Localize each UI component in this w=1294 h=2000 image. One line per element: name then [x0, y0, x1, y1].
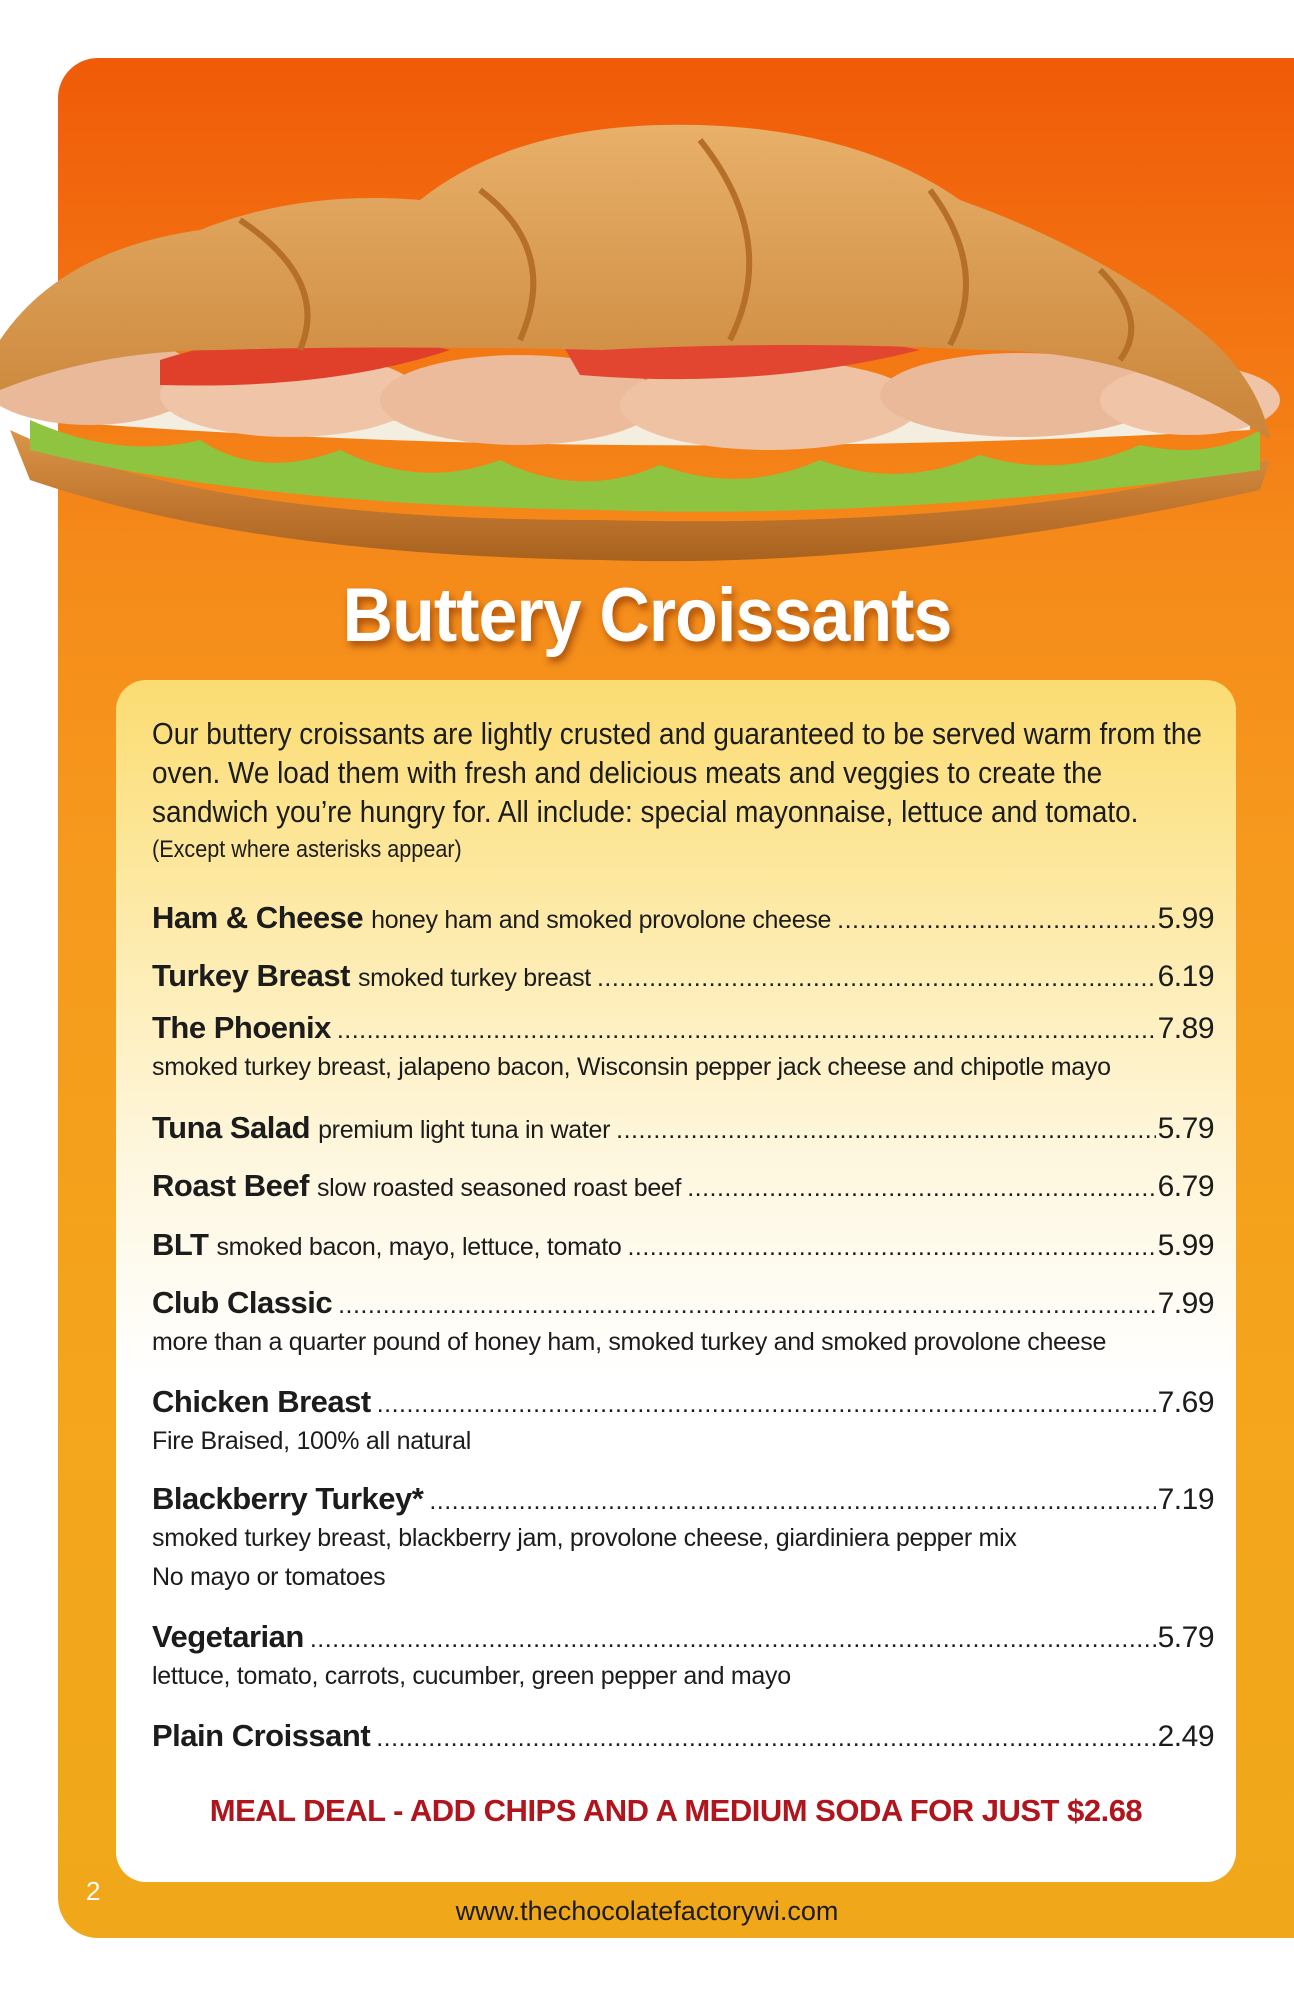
dot-leader: [837, 906, 1155, 935]
item-name: Blackberry Turkey*: [152, 1481, 424, 1516]
dot-leader: [338, 1291, 1156, 1320]
website-url[interactable]: www.thechocolatefactorywi.com: [455, 1896, 839, 1926]
item-name: Vegetarian: [152, 1619, 304, 1654]
item-description: lettuce, tomato, carrots, cucumber, green pepper and mayo: [152, 1662, 791, 1690]
item-price: 7.99: [1157, 1287, 1214, 1320]
dot-leader: [687, 1174, 1155, 1203]
menu-item: [152, 1010, 1214, 1087]
item-name: Plain Croissant: [152, 1718, 371, 1753]
intro-text: Our buttery croissants are lightly crusted and guaranteed to be served warm from the oven. We load them with fresh and delicious meats and veggies to create the sandwich you’re hungry for. All include: special mayonnaise, lettuce and tomato.: [152, 716, 1202, 829]
asterisk-note: (Except where asterisks appear): [152, 836, 462, 863]
item-price: 5.79: [1157, 1112, 1214, 1145]
item-price: 5.99: [1157, 902, 1214, 935]
item-price: 7.89: [1157, 1012, 1214, 1045]
item-description: premium light tuna in water: [318, 1116, 611, 1144]
item-description: smoked turkey breast: [357, 964, 591, 992]
menu-item: [152, 958, 1214, 994]
item-price: 6.79: [1157, 1170, 1214, 1203]
dot-leader: [377, 1390, 1156, 1419]
item-name: Ham & Cheese: [152, 900, 364, 935]
menu-item: [152, 1384, 1214, 1461]
item-description: slow roasted seasoned roast beef: [316, 1174, 682, 1202]
dot-leader: [627, 1233, 1155, 1262]
item-name: Club Classic: [152, 1285, 333, 1320]
item-name: Chicken Breast: [152, 1384, 371, 1419]
menu-item: [152, 1227, 1214, 1263]
menu-item: [152, 1619, 1214, 1696]
item-name: Roast Beef: [152, 1168, 309, 1203]
item-description: smoked bacon, mayo, lettuce, tomato: [216, 1233, 622, 1261]
dot-leader: [376, 1724, 1155, 1753]
dot-leader: [337, 1016, 1156, 1045]
dot-leader: [616, 1116, 1155, 1145]
item-description: honey ham and smoked provolone cheese: [371, 906, 832, 934]
menu-item: [152, 900, 1214, 936]
item-price: 2.49: [1157, 1720, 1214, 1753]
item-description: smoked turkey breast, blackberry jam, provolone cheese, giardiniera pepper mix: [152, 1524, 1017, 1552]
menu-item: [152, 1481, 1214, 1597]
menu-item: [152, 1110, 1214, 1146]
item-description: Fire Braised, 100% all natural: [152, 1427, 471, 1455]
item-price: 6.19: [1157, 960, 1214, 993]
croissant-sandwich-photo: [0, 100, 1294, 580]
item-name: The Phoenix: [152, 1010, 331, 1045]
item-description: more than a quarter pound of honey ham, smoked turkey and smoked provolone cheese: [152, 1328, 1107, 1356]
dot-leader: [597, 964, 1156, 993]
dot-leader: [429, 1487, 1155, 1516]
menu-item: [152, 1168, 1214, 1204]
dot-leader: [310, 1625, 1156, 1654]
item-price: 5.79: [1157, 1621, 1214, 1654]
page-title: Buttery Croissants: [342, 573, 952, 658]
item-price: 5.99: [1157, 1229, 1214, 1262]
item-price: 7.69: [1157, 1386, 1214, 1419]
item-name: BLT: [152, 1227, 209, 1262]
item-price: 7.19: [1157, 1483, 1214, 1516]
page-number: 2: [86, 1876, 101, 1906]
item-name: Tuna Salad: [152, 1110, 311, 1145]
item-description: smoked turkey breast, jalapeno bacon, Wisconsin pepper jack cheese and chipotle mayo: [152, 1053, 1111, 1081]
item-name: Turkey Breast: [152, 958, 350, 993]
meal-deal-banner: MEAL DEAL - ADD CHIPS AND A MEDIUM SODA FOR JUST $2.68: [209, 1793, 1143, 1828]
item-note: No mayo or tomatoes: [152, 1563, 386, 1591]
menu-item: [152, 1285, 1214, 1362]
menu-item: [152, 1718, 1214, 1754]
